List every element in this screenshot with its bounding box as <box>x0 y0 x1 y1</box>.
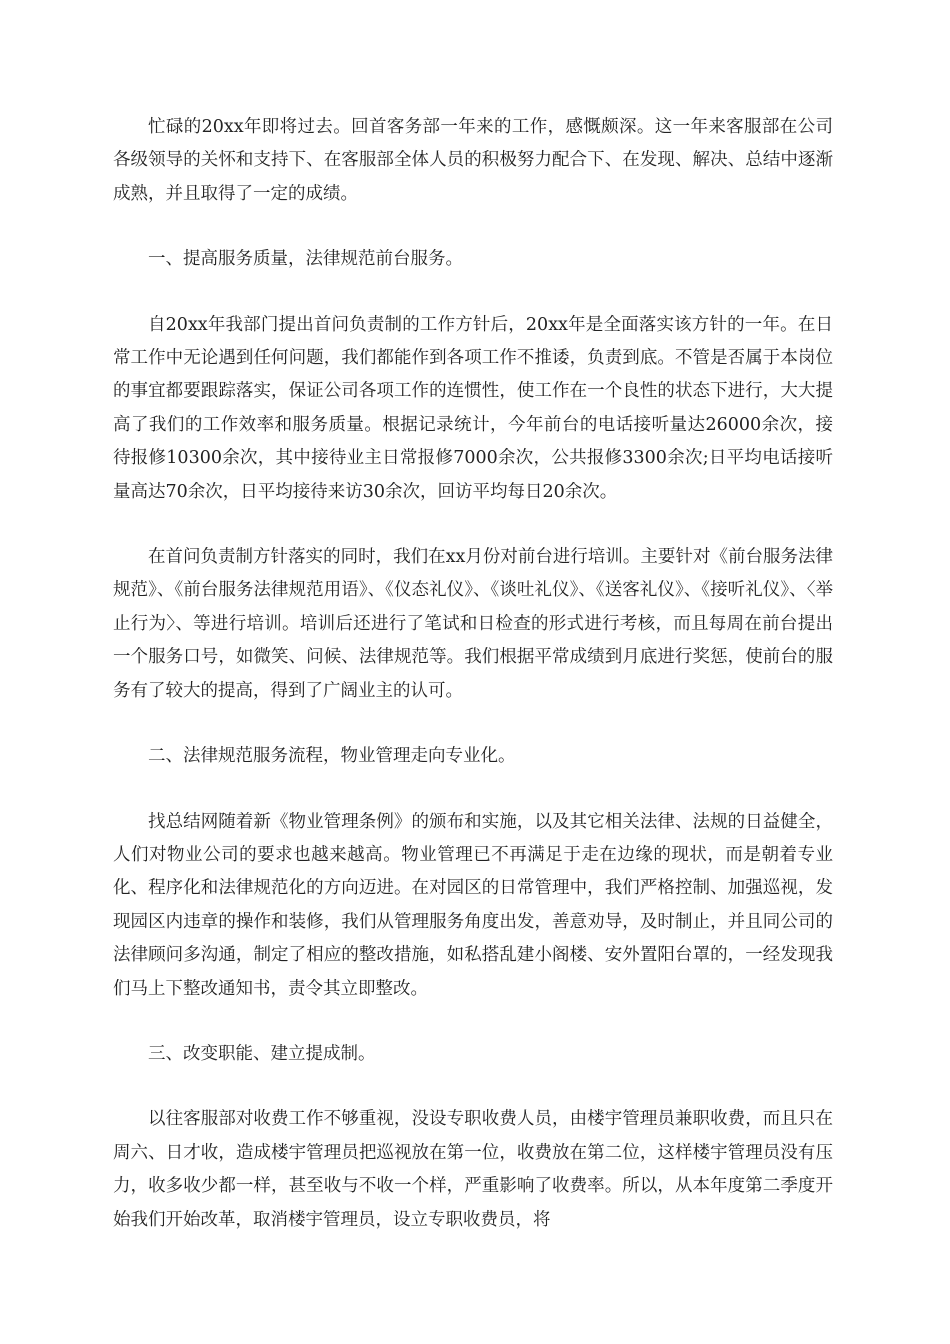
section-heading-2: 二、法律规范服务流程，物业管理走向专业化。 <box>148 746 516 767</box>
section-heading-1: 一、提高服务质量，法律规范前台服务。 <box>148 249 463 270</box>
section-2-paragraph-1: 找总结网随着新《物业管理条例》的颁布和实施，以及其它相关法律、法规的日益健全，人们对物业公司的要求也越来越高。物业管理已不再满足于走在边缘的现状，而是朝着专业化、程序化和法律规范化的方向迈进。在对园区的日常管理中，我们严格控制、加强巡视，发现园区内违章的操作和装修，我们从管理服务角度出发，善意劝导，及时制止，并且同公司的法律顾问多沟通，制定了相应的整改措施，如私搭乱建小阁楼、安外置阳台罩的，一经发现我们马上下整改通知书，责令其立即整改。 <box>113 811 833 999</box>
section-3-paragraph-1: 以往客服部对收费工作不够重视，没设专职收费人员，由楼宇管理员兼职收费，而且只在周六、日才收，造成楼宇管理员把巡视放在第一位，收费放在第二位，这样楼宇管理员没有压力，收多收少都一样，甚至收与不收一个样，严重影响了收费率。所以，从本年度第二季度开始我们开始改革，取消楼宇管理员，设立专职收费员，将 <box>113 1109 833 1230</box>
section-heading-3: 三、改变职能、建立提成制。 <box>148 1043 376 1064</box>
section-1-paragraph-2: 在首问负责制方针落实的同时，我们在xx月份对前台进行培训。主要针对《前台服务法律规范》、《前台服务法律规范用语》、《仪态礼仪》、《谈吐礼仪》、《送客礼仪》、《接听礼仪》、〈举止行为〉、等进行培训。培训后还进行了笔试和日检查的形式进行考核，而且每周在前台提出一个服务口号，如微笑、问候、法律规范等。我们根据平常成绩到月底进行奖惩，使前台的服务有了较大的提高，得到了广阔业主的认可。 <box>113 547 833 701</box>
section-1-paragraph-1: 自20xx年我部门提出首问负责制的工作方针后，20xx年是全面落实该方针的一年。在日常工作中无论遇到任何问题，我们都能作到各项工作不推诿，负责到底。不管是否属于本岗位的事宜都要跟踪落实，保证公司各项工作的连惯性，使工作在一个良性的状态下进行，大大提高了我们的工作效率和服务质量。根据记录统计，今年前台的电话接听量达26000余次，接待报修10300余次，其中接待业主日常报修7000余次，公共报修3300余次;日平均电话接听量高达70余次，日平均接待来访30余次，回访平均每日20余次。 <box>113 314 833 502</box>
document-body <box>113 111 833 1269</box>
intro-paragraph: 忙碌的20xx年即将过去。回首客务部一年来的工作，感慨颇深。这一年来客服部在公司各级领导的关怀和支持下、在客服部全体人员的积极努力配合下、在发现、解决、总结中逐渐成熟，并且取得了一定的成绩。 <box>113 117 833 204</box>
